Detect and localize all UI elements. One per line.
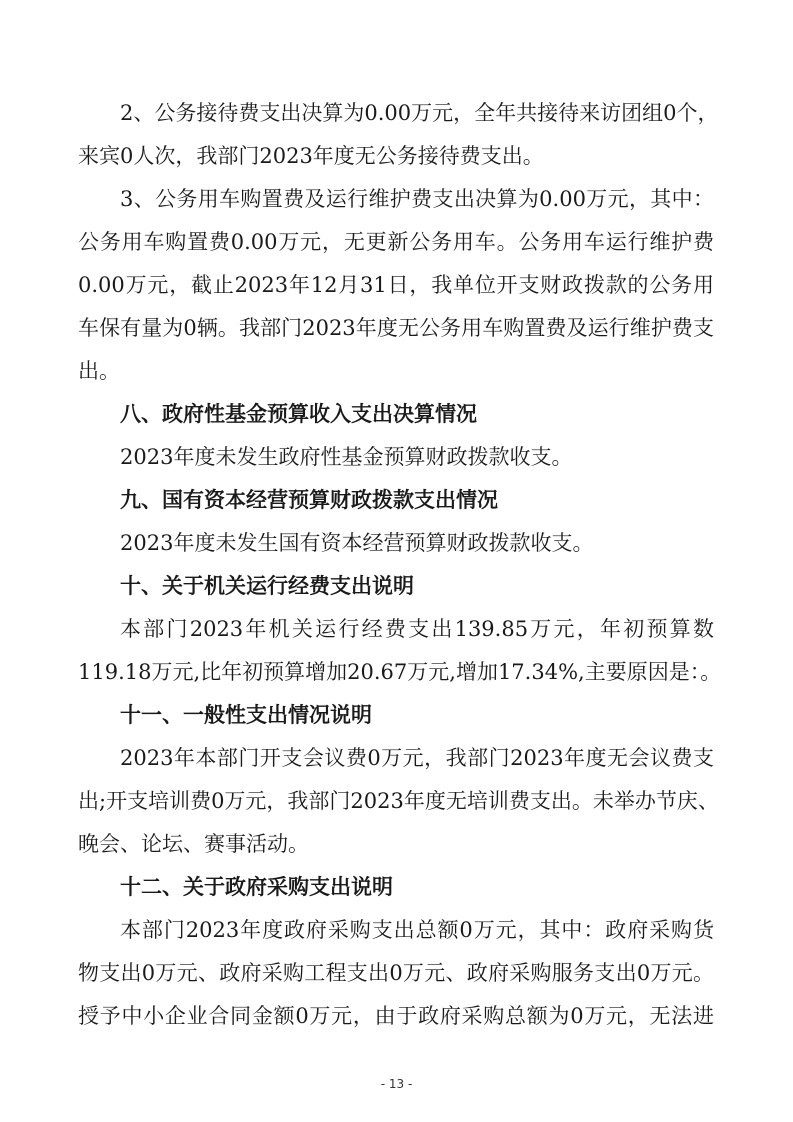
text-line: 物支出0万元、政府采购工程支出0万元、政府采购服务支出0万元。: [78, 961, 714, 985]
text-line: 0.00万元，截止2023年12月31日，我单位开支财政拨款的公务用: [78, 273, 714, 297]
text-line: 本部门2023年度政府采购支出总额0万元，其中：政府采购货: [120, 918, 714, 942]
text-line: 车保有量为0辆。我部门2023年度无公务用车购置费及运行维护费支: [78, 316, 714, 340]
text-line: 3、公务用车购置费及运行维护费支出决算为0.00万元，其中：: [120, 187, 714, 211]
text-line: 2023年本部门开支会议费0万元，我部门2023年度无会议费支: [120, 746, 714, 770]
section-heading: 十、关于机关运行经费支出说明: [120, 574, 414, 598]
text-line: 119.18万元,比年初预算增加20.67万元,增加17.34%,主要原因是：。: [78, 660, 722, 684]
text-line: 出。: [78, 359, 120, 383]
text-line: 授予中小企业合同金额0万元，由于政府采购总额为0万元，无法进: [78, 1004, 714, 1028]
section-heading: 十一、一般性支出情况说明: [120, 703, 372, 727]
text-line: 本部门2023年机关运行经费支出139.85万元，年初预算数: [120, 617, 714, 641]
document-body: [78, 92, 722, 1038]
text-line: 2023年度未发生国有资本经营预算财政拨款收支。: [120, 531, 594, 555]
text-line: 2、公务接待费支出决算为0.00万元，全年共接待来访团组0个，: [120, 101, 719, 125]
text-line: 来宾0人次，我部门2023年度无公务接待费支出。: [78, 144, 544, 168]
text-line: 2023年度未发生政府性基金预算财政拨款收支。: [120, 445, 573, 469]
section-heading: 十二、关于政府采购支出说明: [120, 875, 393, 899]
section-heading: 九、国有资本经营预算财政拨款支出情况: [120, 488, 498, 512]
text-line: 出;开支培训费0万元，我部门2023年度无培训费支出。未举办节庆、: [78, 789, 719, 813]
text-line: 晚会、论坛、赛事活动。: [78, 832, 309, 856]
section-heading: 八、政府性基金预算收入支出决算情况: [120, 402, 477, 426]
page-number: - 13 -: [380, 1077, 413, 1091]
text-line: 公务用车购置费0.00万元，无更新公务用车。公务用车运行维护费: [78, 230, 714, 254]
